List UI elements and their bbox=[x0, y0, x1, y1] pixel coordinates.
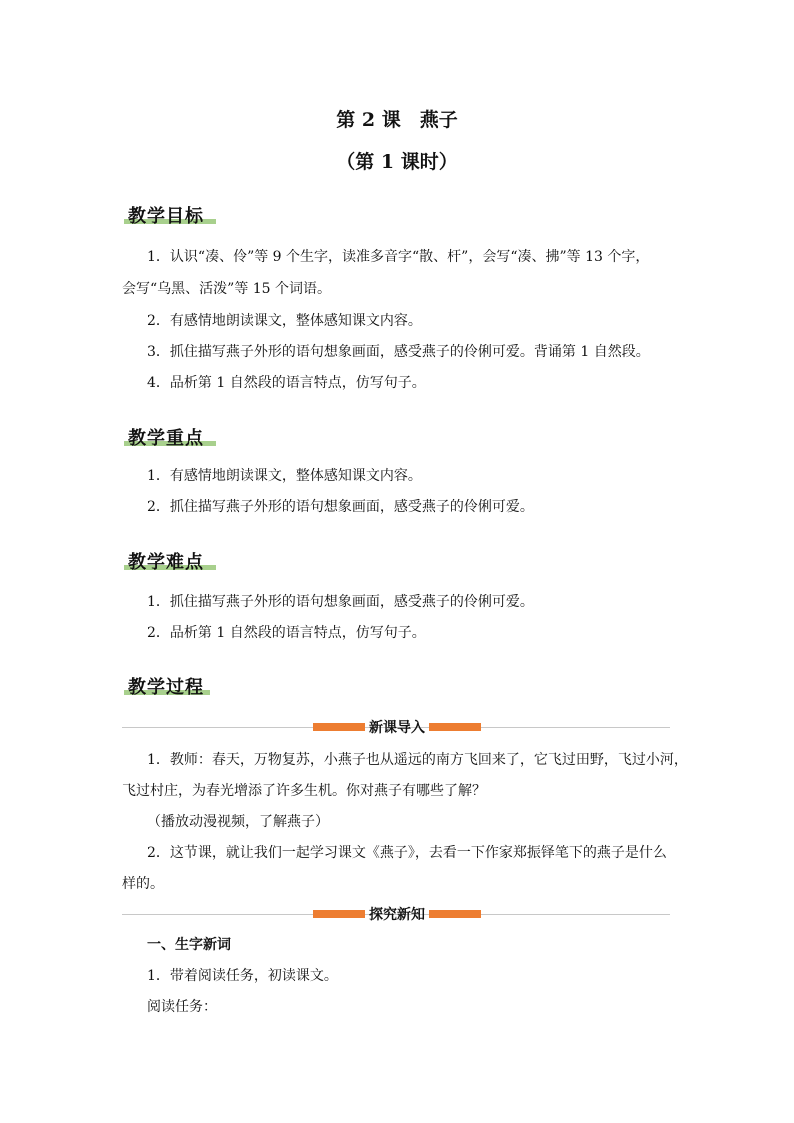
intro-divider-label: 新课导入 bbox=[369, 720, 425, 736]
goals-item: 1．认识“凑、伶”等 9 个生字，读准多音字“散、杆”，会写“凑、拂”等 13 个字， bbox=[147, 249, 650, 265]
lesson-subtitle: （第 1 课时） bbox=[336, 151, 458, 173]
goals-heading: 教学目标 bbox=[128, 206, 204, 227]
process-heading: 教学过程 bbox=[128, 677, 204, 698]
goals-item: 4．品析第 1 自然段的语言特点，仿写句子。 bbox=[147, 375, 426, 391]
intro-note: （播放动漫视频，了解燕子） bbox=[147, 814, 329, 830]
explore-line: 1．带着阅读任务，初读课文。 bbox=[147, 968, 338, 984]
goals-item-continued: 会写“乌黑、活泼”等 15 个词语。 bbox=[122, 281, 332, 297]
goals-item: 3．抓住描写燕子外形的语句想象画面，感受燕子的伶俐可爱。背诵第 1 自然段。 bbox=[147, 344, 650, 360]
intro-line: 2．这节课，就让我们一起学习课文《燕子》，去看一下作家郑振铎笔下的燕子是什么 bbox=[147, 845, 667, 861]
difficulties-item: 1．抓住描写燕子外形的语句想象画面，感受燕子的伶俐可爱。 bbox=[147, 594, 534, 610]
explore-sub-heading: 一、生字新词 bbox=[147, 937, 231, 953]
explore-line: 阅读任务： bbox=[147, 999, 217, 1015]
intro-line-continued: 飞过村庄，为春光增添了许多生机。你对燕子有哪些了解？ bbox=[122, 783, 486, 799]
difficulties-item: 2．品析第 1 自然段的语言特点，仿写句子。 bbox=[147, 625, 426, 641]
difficulties-heading: 教学难点 bbox=[128, 552, 204, 573]
keypoints-item: 2．抓住描写燕子外形的语句想象画面，感受燕子的伶俐可爱。 bbox=[147, 499, 534, 515]
intro-line-continued: 样的。 bbox=[122, 876, 164, 892]
lesson-title: 第 2 课 燕子 bbox=[336, 109, 458, 131]
goals-item: 2．有感情地朗读课文，整体感知课文内容。 bbox=[147, 313, 422, 329]
intro-line: 1．教师：春天，万物复苏，小燕子也从遥远的南方飞回来了，它飞过田野，飞过小河， bbox=[147, 752, 688, 768]
explore-divider-label: 探究新知 bbox=[369, 907, 425, 923]
keypoints-item: 1．有感情地朗读课文，整体感知课文内容。 bbox=[147, 468, 422, 484]
keypoints-heading: 教学重点 bbox=[128, 428, 204, 449]
